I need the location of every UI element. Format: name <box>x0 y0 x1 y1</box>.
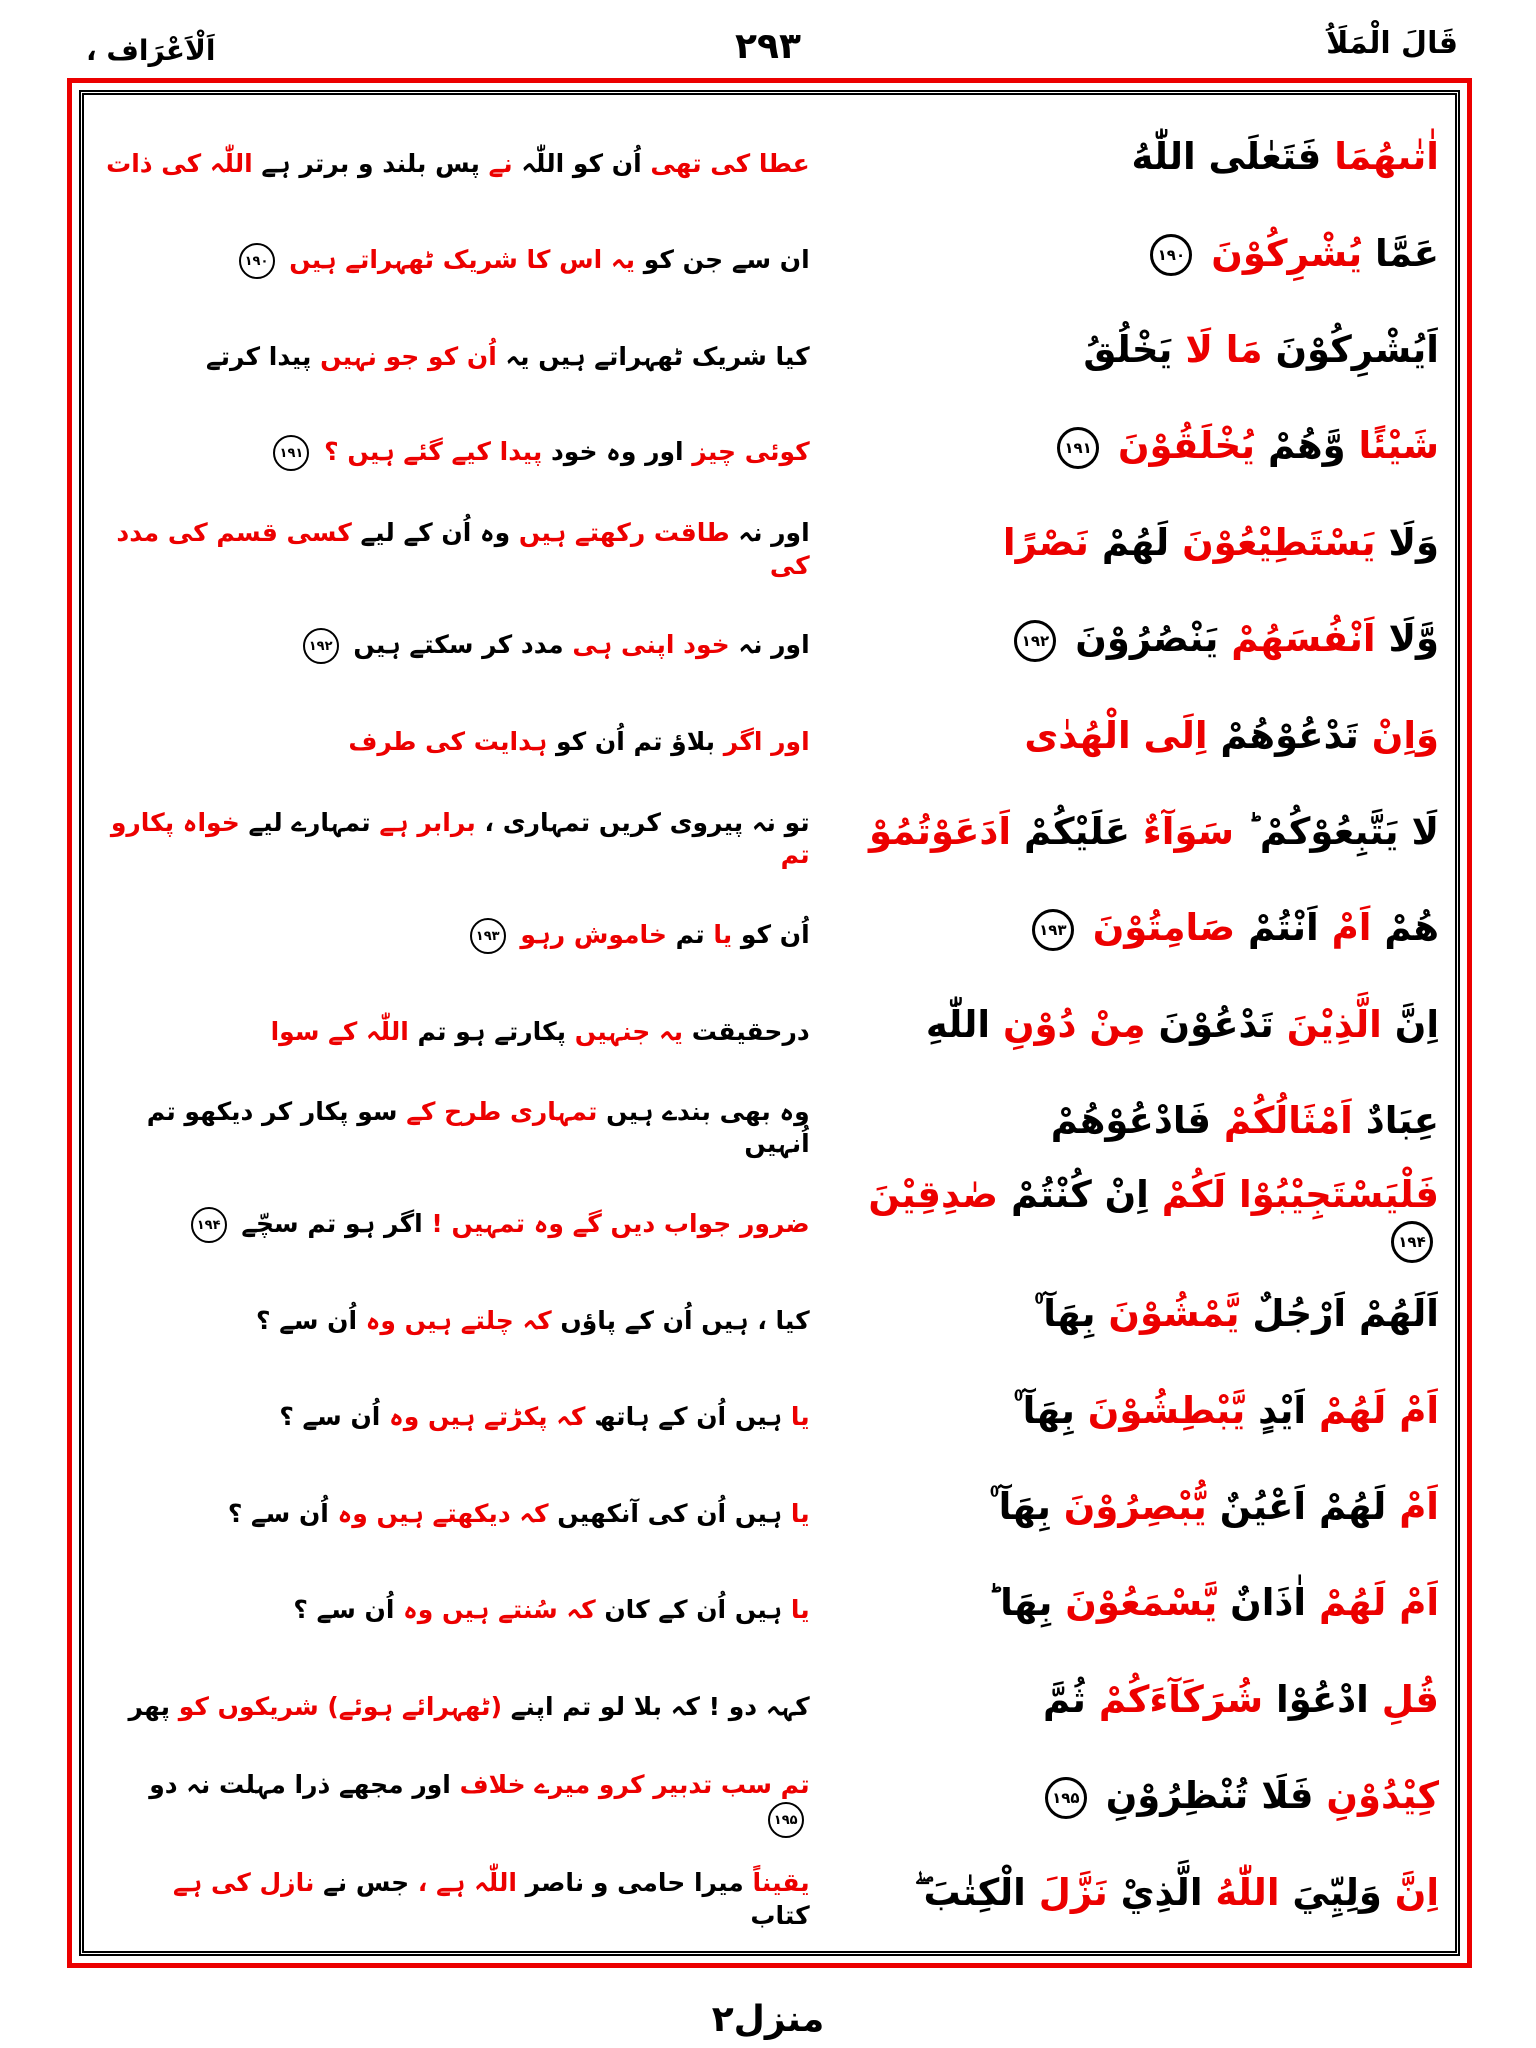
verse-number-medallion: ۱۹۴ <box>191 1207 227 1243</box>
verse-number-medallion: ۱۹۳ <box>470 918 506 954</box>
urdu-translation-line <box>100 1755 810 1838</box>
text-segment: پھر <box>128 1691 170 1721</box>
text-segment: یہ جنہیں <box>574 1016 684 1046</box>
text-segment: وہ بھی بندے ہیں <box>606 1096 810 1126</box>
text-segment: اٰتٰىهُمَا <box>1334 135 1439 179</box>
verse-row <box>100 1170 1439 1266</box>
arabic-line <box>810 713 1439 759</box>
text-segment: سو پکار کر دیکھو تم اُنہیں <box>146 1096 810 1159</box>
urdu-translation-line <box>100 904 810 954</box>
page-frame-red-border <box>67 78 1472 1968</box>
text-segment: یا <box>713 919 733 949</box>
arabic-line <box>810 1677 1439 1723</box>
text-segment: تو نہ پیروی کریں تمہاری ، <box>484 807 810 837</box>
text-segment: جس نے <box>323 1868 410 1898</box>
surah-name: اَلْاَعْرَاف ، <box>86 34 216 67</box>
manzil-label: منزل۲ <box>711 1999 825 2040</box>
text-segment: کہہ دو ! کہ بلا لو تم اپنے <box>510 1691 810 1721</box>
verse-row <box>100 205 1439 301</box>
text-segment: اَمْ لَهُمْ <box>1318 1388 1439 1432</box>
content-rows <box>100 109 1439 1941</box>
text-segment: نازل کی ہے <box>172 1868 315 1898</box>
verse-row <box>100 591 1439 687</box>
arabic-line <box>810 905 1439 951</box>
text-segment: لَهُمْ <box>1101 520 1170 564</box>
text-segment: وَّلَا <box>1388 617 1439 661</box>
text-segment: کیا شریک ٹھہراتے ہیں یہ <box>505 341 810 371</box>
text-segment: يُّبْصِرُوْنَ <box>1063 1484 1207 1528</box>
verse-number-medallion: ۱۹۰ <box>1150 234 1192 276</box>
arabic-line <box>810 809 1439 855</box>
arabic-line <box>810 1870 1439 1916</box>
text-segment: يَّبْطِشُوْنَ <box>1087 1388 1246 1432</box>
text-segment: اٰذَانٌ <box>1230 1581 1307 1625</box>
verse-row <box>100 1845 1439 1941</box>
text-segment: فَادْعُوْهُمْ <box>1050 1099 1211 1143</box>
text-segment: اَيْدٍ <box>1258 1388 1307 1432</box>
verse-row <box>100 1555 1439 1651</box>
verse-row <box>100 1459 1439 1555</box>
text-segment: ان سے جن کو <box>643 244 810 274</box>
text-segment: اللّٰہ ہے ، <box>417 1868 517 1898</box>
arabic-line <box>810 134 1439 180</box>
text-segment: وَلَا <box>1388 520 1439 564</box>
text-segment: اللّٰہ کے سوا <box>270 1016 409 1046</box>
verse-number-medallion: ۱۹۱ <box>1057 427 1099 469</box>
text-segment: اُن سے ؟ <box>279 1402 381 1432</box>
text-segment: عطا کی تھی <box>650 148 810 178</box>
verse-row <box>100 688 1439 784</box>
urdu-translation-line <box>100 327 810 374</box>
text-segment: بِهَا ؕ <box>987 1581 1053 1625</box>
text-segment: اُن کو <box>740 919 810 949</box>
text-segment: کہ دیکھتے ہیں وہ <box>337 1498 549 1528</box>
text-segment: اور وہ خود <box>550 437 684 467</box>
text-segment: نَصْرًا <box>1002 520 1089 564</box>
text-segment: لَهُمْ اَعْيُنٌ <box>1219 1484 1387 1528</box>
urdu-translation-line <box>100 614 810 664</box>
arabic-line <box>810 520 1439 566</box>
text-segment: اَدَعَوْتُمُوْ <box>869 810 1012 854</box>
text-segment: اُن کو جو نہیں <box>320 341 497 371</box>
verse-number-medallion: ۱۹۰ <box>239 243 275 279</box>
text-segment: قُلِ <box>1381 1677 1439 1721</box>
page-number: ۲۹۳ <box>735 26 801 67</box>
text-segment: اگر ہو تم سچّے <box>241 1208 423 1238</box>
text-segment: شُرَكَآءَكُمْ <box>1098 1677 1264 1721</box>
text-segment: اللّٰهِ <box>925 1002 991 1046</box>
text-segment: مِنْ دُوْنِ <box>1002 1002 1146 1046</box>
text-segment: بلاؤ تم اُن کو <box>555 727 716 757</box>
text-segment: اَمْ لَهُمْ <box>1318 1581 1439 1625</box>
text-segment: (ٹھہرائے ہوئے) شریکوں کو <box>178 1691 502 1721</box>
arabic-line <box>810 1172 1439 1265</box>
text-segment: اُن سے ؟ <box>293 1595 395 1625</box>
arabic-line <box>810 1388 1439 1434</box>
text-segment: لَا يَتَّبِعُوْكُمْ ؕ <box>1246 810 1439 854</box>
urdu-translation-line <box>100 1193 810 1243</box>
urdu-translation-line <box>100 229 810 279</box>
text-segment: کہ چلتے ہیں وہ <box>365 1306 552 1336</box>
text-segment: تمہارے لیے <box>248 807 371 837</box>
text-segment: نَزَّلَ <box>1038 1870 1108 1914</box>
verse-row <box>100 302 1439 398</box>
text-segment: اور مجھے ذرا مہلت نہ دو <box>149 1770 451 1800</box>
text-segment: پکارتے ہو تم <box>417 1016 566 1046</box>
text-segment: میرا حامی و ناصر <box>525 1868 744 1898</box>
text-segment: کہ پکڑتے ہیں وہ <box>389 1402 586 1432</box>
urdu-translation-line <box>100 712 810 759</box>
text-segment: ادْعُوْا <box>1276 1677 1369 1721</box>
text-segment: عَلَيْكُمْ <box>1023 810 1130 854</box>
text-segment: تمہاری طرح کے <box>406 1096 598 1126</box>
verse-row <box>100 1073 1439 1169</box>
verse-number-medallion: ۱۹۲ <box>303 628 339 664</box>
text-segment: نے <box>488 148 513 178</box>
text-segment: اِنَّ <box>1394 1870 1439 1914</box>
text-segment: ہیں اُن کے ہاتھ <box>594 1402 783 1432</box>
verse-row <box>100 109 1439 205</box>
text-segment: طاقت رکھتے ہیں <box>518 518 730 548</box>
text-segment: اِنْ كُنْتُمْ <box>1010 1172 1149 1216</box>
text-segment: اَمْ <box>1331 906 1372 950</box>
text-segment: کوئی چیز <box>692 437 810 467</box>
verse-row <box>100 1362 1439 1458</box>
text-segment: اللّٰہ کی ذات <box>106 148 253 178</box>
text-segment: کتاب <box>750 1900 810 1930</box>
text-segment: ثُمَّ <box>1043 1677 1086 1721</box>
arabic-line <box>810 1098 1439 1144</box>
text-segment: الَّذِيْنَ <box>1286 1002 1382 1046</box>
text-segment: کیا ، ہیں اُن کے پاؤں <box>560 1306 810 1336</box>
verse-row <box>100 398 1439 494</box>
text-segment: اِلَى الْهُدٰى <box>1024 713 1208 757</box>
verse-number-medallion: ۱۹۲ <box>1014 620 1056 662</box>
urdu-translation-line <box>100 1580 810 1627</box>
text-segment: اللّٰهُ <box>1215 1870 1280 1914</box>
text-segment: درحقیقت <box>691 1016 810 1046</box>
text-segment: وَاِنْ <box>1371 713 1439 757</box>
text-segment: عِبَادٌ <box>1365 1099 1439 1143</box>
text-segment: يَّسْمَعُوْنَ <box>1065 1581 1218 1625</box>
text-segment: صَامِتُوْنَ <box>1092 906 1236 950</box>
urdu-translation-line <box>100 1677 810 1724</box>
text-segment: صٰدِقِيْنَ <box>868 1172 999 1216</box>
verse-row <box>100 784 1439 880</box>
text-segment: یہ اس کا شریک ٹھہراتے ہیں <box>289 244 635 274</box>
urdu-translation-line <box>100 1291 810 1338</box>
text-segment: ہیں اُن کے کان <box>604 1595 783 1625</box>
text-segment: يَنْصُرُوْنَ <box>1075 617 1219 661</box>
text-segment: خود اپنی ہی <box>572 630 730 660</box>
juz-name: قَالَ الْمَلَاُ <box>1326 26 1458 61</box>
text-segment: ہیں اُن کی آنکھیں <box>557 1498 783 1528</box>
text-segment: اُن سے ؟ <box>227 1498 329 1528</box>
text-segment: اِنَّ <box>1394 1002 1439 1046</box>
text-segment: اَنْفُسَهُمْ <box>1231 617 1376 661</box>
text-segment: تم سب تدبیر کرو میرے خلاف <box>459 1770 810 1800</box>
text-segment: كِيْدُوْنِ <box>1326 1774 1439 1818</box>
text-segment: کسی قسم کی مدد کی <box>116 518 810 580</box>
verse-number-medallion: ۱۹۵ <box>1045 1777 1087 1819</box>
arabic-line <box>810 1002 1439 1048</box>
text-segment: بِهَآ ۠ <box>1034 1292 1096 1336</box>
arabic-line <box>810 231 1439 277</box>
arabic-line <box>810 1773 1439 1819</box>
text-segment: ضرور جواب دیں گے وہ تمہیں ! <box>431 1208 810 1238</box>
text-segment: پس بلند و برتر ہے <box>261 148 480 178</box>
text-segment: اَنْتُمْ <box>1248 906 1319 950</box>
text-segment: فَتَعٰلَى اللّٰهُ <box>1131 135 1322 179</box>
text-segment: يَخْلُقُ <box>1083 327 1173 371</box>
verse-row <box>100 1266 1439 1362</box>
verse-number-medallion: ۱۹۳ <box>1032 909 1074 951</box>
verse-row <box>100 977 1439 1073</box>
arabic-line <box>810 1291 1439 1337</box>
text-segment: پیدا کیے گئے ہیں ؟ <box>324 437 543 467</box>
urdu-translation-line <box>100 1002 810 1049</box>
text-segment: يُخْلَقُوْنَ <box>1117 424 1256 468</box>
arabic-line <box>810 1484 1439 1530</box>
text-segment: پیدا کرتے <box>205 341 312 371</box>
urdu-translation-line <box>100 134 810 181</box>
text-segment: مَا لَا <box>1185 327 1263 371</box>
text-segment: خواہ پکارو تم <box>110 807 810 870</box>
text-segment: فَلَا تُنْظِرُوْنِ <box>1105 1774 1314 1818</box>
verse-number-medallion: ۱۹۵ <box>768 1802 804 1838</box>
text-segment: ہدایت کی طرف <box>348 727 548 757</box>
text-segment: اَمْثَالُكُمْ <box>1223 1099 1353 1143</box>
urdu-translation-line <box>100 1853 810 1932</box>
text-segment: يَسْتَطِيْعُوْنَ <box>1182 520 1376 564</box>
text-segment: الَّذِيْ <box>1120 1870 1203 1914</box>
text-segment: وَلِيِّيَ <box>1292 1870 1382 1914</box>
text-segment: یا <box>790 1402 810 1432</box>
text-segment: خاموش رہو <box>520 919 667 949</box>
text-segment: تم <box>675 919 705 949</box>
verse-number-medallion: ۱۹۱ <box>273 435 309 471</box>
verse-row <box>100 495 1439 591</box>
urdu-translation-line <box>100 421 810 471</box>
verse-row <box>100 1748 1439 1844</box>
text-segment: يُشْرِكُوْنَ <box>1211 231 1363 275</box>
text-segment: برابر ہے <box>379 807 476 837</box>
text-segment: یا <box>790 1595 810 1625</box>
text-segment: الْكِتٰبَ ۖ <box>914 1870 1026 1914</box>
text-segment: تَدْعُوْهُمْ <box>1220 713 1359 757</box>
urdu-translation-line <box>100 1387 810 1434</box>
text-segment: اَلَهُمْ اَرْجُلٌ <box>1252 1292 1439 1336</box>
text-segment: اَيُشْرِكُوْنَ <box>1275 327 1439 371</box>
text-segment: یا <box>790 1498 810 1528</box>
urdu-translation-line <box>100 1484 810 1531</box>
text-segment: اور نہ <box>738 518 810 548</box>
arabic-line <box>810 327 1439 373</box>
text-segment: هُمْ <box>1384 906 1439 950</box>
urdu-translation-line <box>100 1082 810 1161</box>
page-frame-black-border <box>79 90 1460 1956</box>
text-segment: عَمَّا <box>1375 231 1439 275</box>
verse-row <box>100 1652 1439 1748</box>
text-segment: وَّهُمْ <box>1267 424 1346 468</box>
text-segment: سَوَآءٌ <box>1142 810 1235 854</box>
text-segment: اَمْ <box>1399 1484 1439 1528</box>
text-segment: اُن کو اللّٰہ <box>521 148 642 178</box>
text-segment: مدد کر سکتے ہیں <box>353 630 564 660</box>
verse-number-medallion: ۱۹۴ <box>1391 1221 1433 1263</box>
arabic-line <box>810 423 1439 469</box>
text-segment: اور اگر <box>723 727 810 757</box>
text-segment: اُن سے ؟ <box>256 1306 358 1336</box>
urdu-translation-line <box>100 503 810 582</box>
arabic-line <box>810 616 1439 662</box>
text-segment: شَيْئًا <box>1358 424 1439 468</box>
text-segment: وہ اُن کے لیے <box>360 518 511 548</box>
text-segment: تَدْعُوْنَ <box>1158 1002 1274 1046</box>
text-segment: اور نہ <box>738 630 810 660</box>
urdu-translation-line <box>100 793 810 872</box>
text-segment: فَلْيَسْتَجِيْبُوْا لَكُمْ <box>1161 1172 1439 1216</box>
verse-row <box>100 880 1439 976</box>
text-segment: یقیناً <box>752 1868 810 1898</box>
arabic-line <box>810 1580 1439 1626</box>
text-segment: يَّمْشُوْنَ <box>1108 1292 1240 1336</box>
text-segment: بِهَآ ۠ <box>989 1484 1051 1528</box>
text-segment: کہ سُنتے ہیں وہ <box>403 1595 596 1625</box>
text-segment: بِهَآ ۠ <box>1013 1388 1075 1432</box>
